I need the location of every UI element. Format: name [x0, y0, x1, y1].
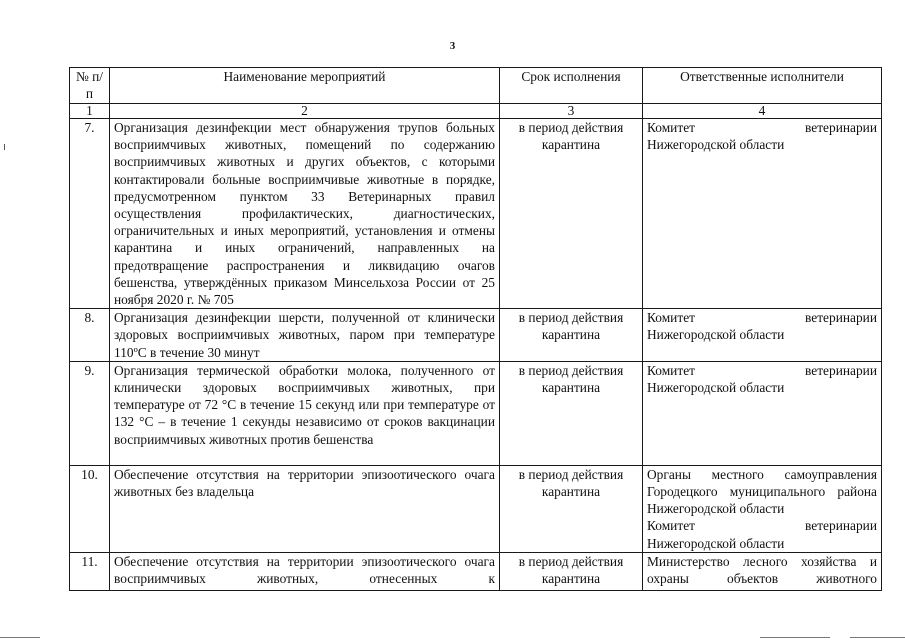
responsible: [643, 309, 882, 362]
row-number: 10.: [70, 465, 110, 552]
responsible-word: Комитет: [647, 362, 695, 378]
row-number: 7.: [70, 119, 110, 309]
responsible-line: Органы местного самоуправления Городецкого муниципального района Нижегородской области: [647, 466, 877, 517]
responsible-line: [647, 362, 877, 379]
column-index: 4: [643, 104, 882, 119]
row-number: 8.: [70, 309, 110, 362]
responsible-line: Нижегородской области: [647, 327, 785, 343]
responsible: Министерство лесного хозяйства и охраны объектов животного: [643, 552, 882, 590]
bottom-rule: [760, 637, 830, 638]
table-row: [70, 119, 882, 309]
responsible-word: ветеринарии: [805, 362, 877, 378]
responsible-line: Нижегородской области: [647, 380, 785, 396]
row-number: 11.: [70, 552, 110, 590]
responsible: [643, 465, 882, 552]
bottom-rule: [850, 637, 905, 638]
responsible-line: [647, 119, 877, 136]
table-row: [70, 465, 882, 552]
bottom-rule: [0, 637, 40, 638]
measures-table: [69, 67, 882, 591]
deadline: в период действия карантина: [500, 309, 643, 362]
header-deadline: Срок исполнения: [500, 68, 643, 104]
deadline: в период действия карантина: [500, 465, 643, 552]
responsible-word: ветеринарии: [805, 518, 877, 534]
responsible-line: [647, 309, 877, 326]
measure-name: Обеспечение отсутствия на территории эпизоотического очага животных без владельца: [110, 465, 500, 552]
margin-mark: [4, 144, 5, 150]
column-index-row: [70, 104, 882, 119]
responsible: [643, 361, 882, 465]
column-index: 2: [110, 104, 500, 119]
column-index: 1: [70, 104, 110, 119]
deadline: в период действия карантина: [500, 361, 643, 465]
table-row: [70, 361, 882, 465]
measure-name: Обеспечение отсутствия на территории эпизоотического очага восприимчивых животных, отнесенных к: [110, 552, 500, 590]
responsible-word: Комитет: [647, 310, 695, 326]
header-responsible: Ответственные исполнители: [643, 68, 882, 104]
table-header-row: [70, 68, 882, 104]
responsible-word: Комитет: [647, 120, 695, 135]
header-measure-name: Наименование мероприятий: [110, 68, 500, 104]
responsible-line: Нижегородской области: [647, 535, 785, 551]
responsible-word: ветеринарии: [805, 310, 877, 326]
responsible: [643, 119, 882, 309]
deadline: в период действия карантина: [500, 119, 643, 309]
header-number: № п/п: [70, 68, 110, 104]
responsible-word: ветеринарии: [805, 120, 877, 135]
page-number: 3: [449, 40, 456, 52]
row-number: 9.: [70, 361, 110, 465]
table-row: [70, 552, 882, 590]
measure-name: Организация термической обработки молока, полученного от клинически здоровых восприимчивых животных, при температуре от 72 °C в течение 15 секунд или при температуре от 132 °C – в течение 1 секунды независимо от сроков вакцинации восприимчивых животных против бешенства: [110, 361, 500, 465]
table-row: [70, 309, 882, 362]
measure-name: Организация дезинфекции мест обнаружения трупов больных восприимчивых животных, помещений по содержанию восприимчивых животных и других объектов, с которыми контактировали больные восприимчивые животные в порядке, предусмотренном пунктом 33 Ветеринарных правил осуществления профилактических, диагностических, ограничительных и иных мероприятий, установления и отмены карантина и иных ограничений, направленных на предотвращение распространения и ликвидацию очагов бешенства, утверждённых приказом Минсельхоза России от 25 ноября 2020 г. № 705: [110, 119, 500, 309]
responsible-line: [647, 517, 877, 534]
measure-name: Организация дезинфекции шерсти, полученной от клинически здоровых восприимчивых животных, паром при температуре 110ºC в течение 30 минут: [110, 309, 500, 362]
responsible-word: Комитет: [647, 518, 695, 534]
responsible-line: Нижегородской области: [647, 137, 785, 153]
deadline: в период действия карантина: [500, 552, 643, 590]
column-index: 3: [500, 104, 643, 119]
